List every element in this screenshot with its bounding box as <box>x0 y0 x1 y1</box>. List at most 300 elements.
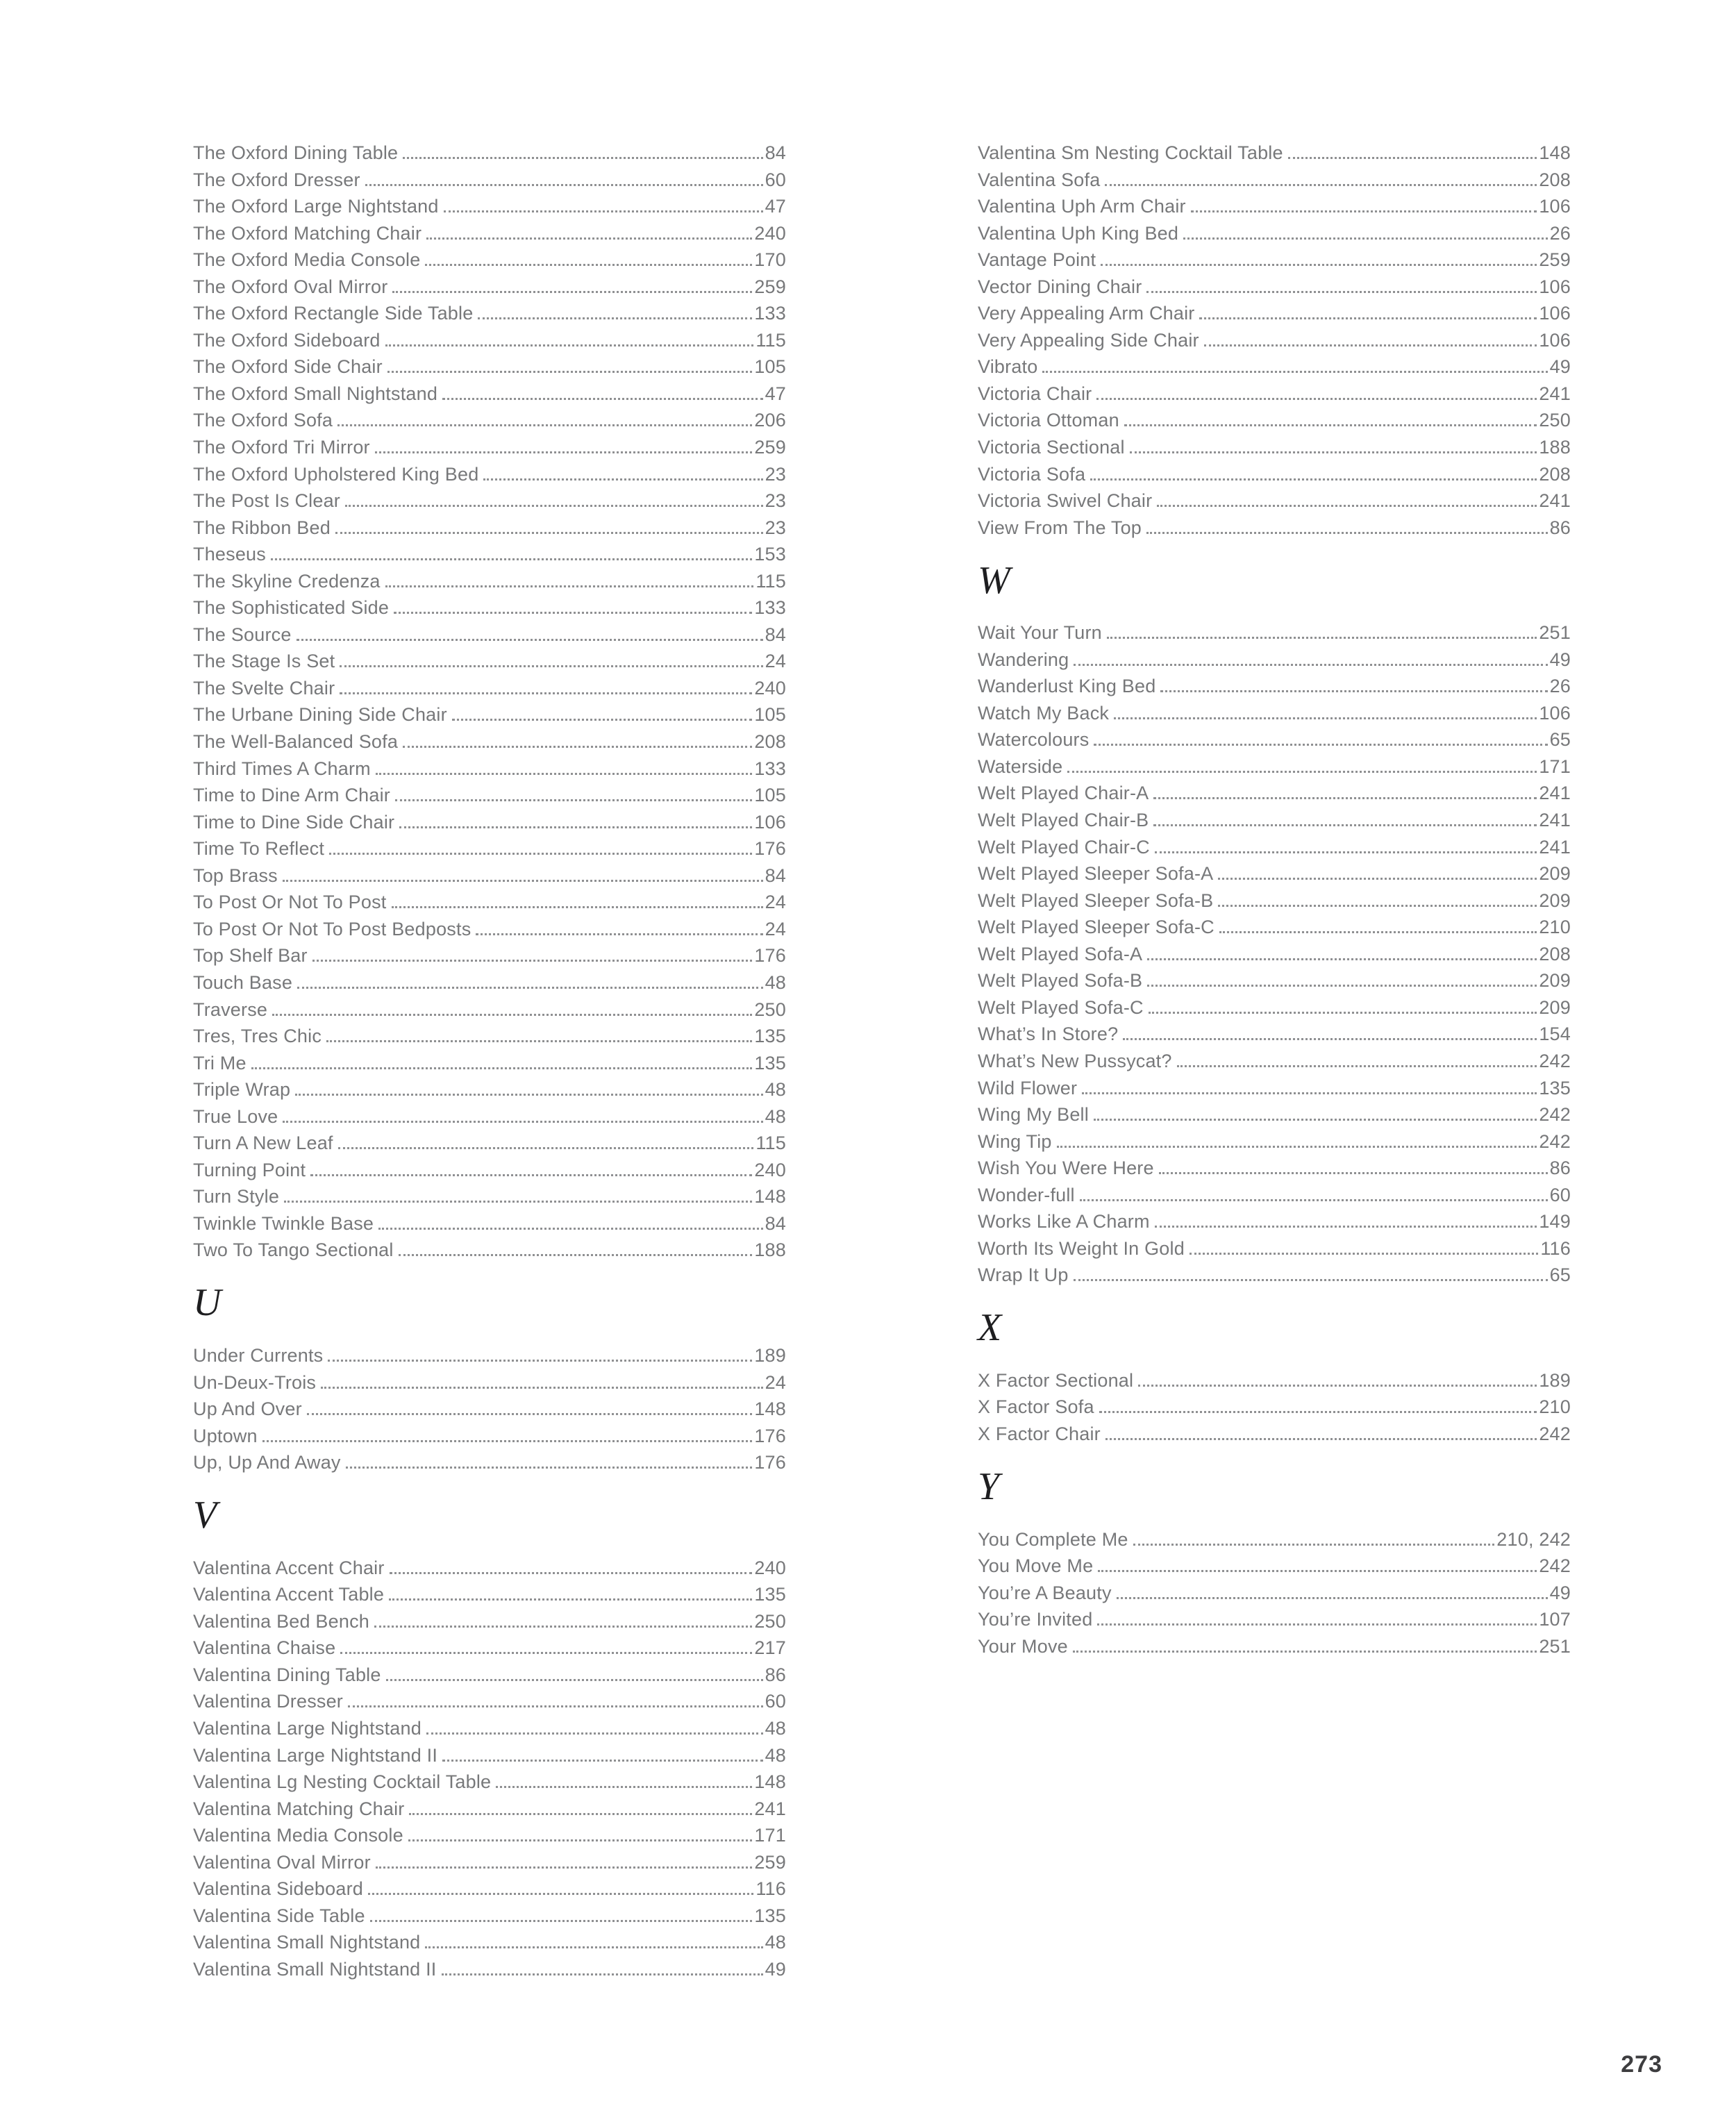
index-entry <box>978 1235 1571 1262</box>
dot-leader <box>1124 424 1537 426</box>
index-entry-page: 60 <box>1549 1184 1571 1205</box>
index-entry <box>978 461 1571 488</box>
index-entry <box>193 1369 786 1396</box>
index-entry-page: 208 <box>754 731 786 753</box>
index-entry-label: Valentina Oval Mirror <box>193 1851 371 1873</box>
index-entry-label: Turn A New Leaf <box>193 1133 333 1154</box>
index-entry-page: 209 <box>1539 863 1571 885</box>
index-entry-page: 250 <box>754 1610 786 1632</box>
section-letter-row <box>978 541 1571 619</box>
index-entry-page: 107 <box>1539 1609 1571 1630</box>
index-entry-page: 251 <box>1539 622 1571 644</box>
index-entry-page: 217 <box>754 1637 786 1659</box>
index-entry-label: View From The Top <box>978 517 1142 538</box>
dot-leader <box>483 478 762 481</box>
dot-leader <box>1130 451 1537 453</box>
dot-leader <box>1114 717 1537 719</box>
index-entry-label: Vantage Point <box>978 249 1096 271</box>
dot-leader <box>392 906 763 908</box>
index-entry <box>193 1396 786 1423</box>
index-entry-label: The Oxford Large Nightstand <box>193 196 439 217</box>
dot-leader <box>1204 344 1537 346</box>
dot-leader <box>442 1973 763 1975</box>
dot-leader <box>1074 1279 1548 1281</box>
index-entry-page: 116 <box>1540 1237 1571 1259</box>
index-entry <box>978 247 1571 274</box>
dot-leader <box>1183 237 1547 240</box>
index-entry <box>978 434 1571 461</box>
index-entry <box>193 916 786 943</box>
index-entry-page: 250 <box>1539 410 1571 431</box>
index-entry <box>978 646 1571 674</box>
dot-leader <box>368 1893 753 1895</box>
dot-leader <box>340 692 752 694</box>
index-entry <box>978 1262 1571 1289</box>
dot-leader <box>370 1920 753 1922</box>
dot-leader <box>1147 958 1537 960</box>
index-entry-label: Triple Wrap <box>193 1079 291 1101</box>
index-entry-label: Your Move <box>978 1635 1068 1657</box>
index-entry-label: Welt Played Sleeper Sofa-C <box>978 917 1215 938</box>
index-entry <box>978 167 1571 194</box>
index-entry-page: 48 <box>765 1717 786 1739</box>
dot-leader <box>385 344 754 346</box>
dot-leader <box>1090 478 1537 481</box>
index-entry-label: Tri Me <box>193 1052 247 1073</box>
index-entry-page: 148 <box>1539 142 1571 163</box>
section-letter-row <box>193 1476 786 1555</box>
index-entry-label: Victoria Sofa <box>978 463 1086 485</box>
index-entry-page: 242 <box>1539 1050 1571 1071</box>
index-entry <box>978 353 1571 381</box>
dot-leader <box>390 1572 753 1574</box>
index-entry-page: 49 <box>765 1958 786 1980</box>
index-entry-page: 65 <box>1549 1264 1571 1286</box>
section-letter: Y <box>978 1465 1000 1509</box>
index-entry-label: You’re A Beauty <box>978 1582 1112 1603</box>
index-entry-label: Time to Dine Side Chair <box>193 811 395 833</box>
dot-leader <box>1177 1065 1537 1067</box>
index-entry-label: The Oxford Dining Table <box>193 142 399 163</box>
dot-leader <box>442 1760 763 1762</box>
index-entry <box>193 434 786 461</box>
index-entry-label: Waterside <box>978 755 1063 777</box>
index-entry-label: The Urbane Dining Side Chair <box>193 704 447 726</box>
index-entry <box>978 193 1571 220</box>
index-entry <box>978 407 1571 434</box>
index-entry <box>193 675 786 702</box>
index-entry-label: The Oxford Dresser <box>193 169 360 190</box>
index-entry <box>978 1526 1571 1553</box>
index-entry <box>978 1421 1571 1448</box>
index-entry-page: 65 <box>1549 729 1571 751</box>
dot-leader <box>345 505 763 507</box>
dot-leader <box>321 1387 762 1389</box>
dot-leader <box>1160 690 1547 692</box>
dot-leader <box>329 853 752 855</box>
section-letter: X <box>978 1306 1002 1350</box>
dot-leader <box>335 532 763 534</box>
dot-leader <box>1159 1172 1548 1174</box>
index-entry-page: 48 <box>765 1932 786 1953</box>
index-entry-label: Worth Its Weight In Gold <box>978 1237 1185 1259</box>
index-entry-page: 49 <box>1549 1582 1571 1603</box>
index-entry-label: Traverse <box>193 999 268 1020</box>
dot-leader <box>346 1467 753 1469</box>
dot-leader <box>1157 505 1537 507</box>
dot-leader <box>387 371 753 373</box>
index-entry <box>193 515 786 542</box>
index-entry-page: 47 <box>765 196 786 217</box>
dot-leader <box>394 612 752 614</box>
index-entry-page: 133 <box>754 758 786 779</box>
index-entry-label: Valentina Dresser <box>193 1691 343 1712</box>
index-entry <box>978 327 1571 354</box>
index-entry-label: True Love <box>193 1105 278 1127</box>
index-entry-label: The Oxford Sofa <box>193 410 333 431</box>
index-entry-page: 133 <box>754 597 786 619</box>
index-entry-label: The Oxford Media Console <box>193 249 421 271</box>
index-entry <box>193 1423 786 1450</box>
index-entry <box>193 247 786 274</box>
index-entry-label: Vector Dining Chair <box>978 276 1142 297</box>
index-entry <box>193 1956 786 1983</box>
index-entry-page: 240 <box>754 1159 786 1180</box>
index-entry-label: Victoria Swivel Chair <box>978 490 1153 512</box>
index-entry-page: 24 <box>765 892 786 913</box>
index-entry-page: 153 <box>754 544 786 565</box>
dot-leader <box>283 880 763 882</box>
index-entry-label: Valentina Sofa <box>978 169 1101 190</box>
index-entry-label: Top Brass <box>193 864 278 886</box>
dot-leader <box>389 1598 752 1601</box>
index-entry <box>978 1580 1571 1607</box>
index-entry-label: Valentina Accent Table <box>193 1584 385 1605</box>
index-entry-page: 209 <box>1539 970 1571 992</box>
index-entry <box>193 1662 786 1689</box>
index-entry <box>978 700 1571 727</box>
index-entry <box>193 862 786 889</box>
index-entry-page: 210 <box>1539 1396 1571 1418</box>
index-entry-label: X Factor Sofa <box>978 1396 1094 1418</box>
index-entry <box>978 1367 1571 1394</box>
index-entry <box>193 1875 786 1903</box>
index-entry <box>978 753 1571 780</box>
index-entry-page: 154 <box>1539 1024 1571 1045</box>
index-entry-page: 259 <box>754 1851 786 1873</box>
index-entry <box>978 487 1571 515</box>
index-entry <box>193 1769 786 1796</box>
index-entry-label: You’re Invited <box>978 1609 1093 1630</box>
index-entry <box>193 381 786 408</box>
index-entry-page: 24 <box>765 1371 786 1393</box>
index-entry-label: The Post Is Clear <box>193 490 340 512</box>
index-entry <box>193 1929 786 1956</box>
index-entry-page: 105 <box>754 356 786 378</box>
dot-leader <box>408 1839 753 1841</box>
dot-leader <box>1099 1411 1537 1413</box>
index-entry <box>978 780 1571 807</box>
index-entry-label: The Skyline Credenza <box>193 570 381 592</box>
index-entry <box>193 701 786 728</box>
index-entry-label: The Oxford Small Nightstand <box>193 383 438 404</box>
index-entry-label: Welt Played Sleeper Sofa-B <box>978 889 1214 911</box>
dot-leader <box>340 1652 752 1654</box>
dot-leader <box>374 1626 752 1628</box>
index-entry-page: 206 <box>754 410 786 431</box>
index-entry <box>193 461 786 488</box>
dot-leader <box>337 424 752 426</box>
index-entry-page: 48 <box>765 1744 786 1766</box>
index-entry-page: 208 <box>1539 169 1571 190</box>
index-entry <box>193 1050 786 1077</box>
index-entry-label: Top Shelf Bar <box>193 945 308 967</box>
index-entry <box>978 673 1571 700</box>
index-entry <box>193 782 786 809</box>
index-entry-page: 259 <box>754 437 786 458</box>
index-entry-label: Welt Played Chair-B <box>978 810 1149 831</box>
index-entry-page: 240 <box>754 677 786 699</box>
section-letter: V <box>193 1494 217 1537</box>
index-entry <box>978 726 1571 753</box>
index-entry-label: Turning Point <box>193 1159 306 1180</box>
dot-leader <box>251 1067 753 1069</box>
dot-leader <box>452 719 753 721</box>
index-entry <box>978 274 1571 301</box>
index-entry-page: 209 <box>1539 996 1571 1018</box>
index-entry <box>193 353 786 381</box>
index-entry-page: 84 <box>765 142 786 163</box>
index-entry-label: Touch Base <box>193 971 293 993</box>
dot-leader <box>1219 931 1537 933</box>
index-entry-label: Third Times A Charm <box>193 758 371 779</box>
index-entry-page: 23 <box>765 463 786 485</box>
section-letter-row <box>978 1448 1571 1526</box>
dot-leader <box>403 157 762 159</box>
index-entry-page: 240 <box>754 222 786 244</box>
index-entry <box>193 1581 786 1608</box>
index-entry <box>193 1715 786 1742</box>
index-entry <box>193 568 786 595</box>
dot-leader <box>409 1813 752 1815</box>
index-entry-label: Welt Played Sofa-A <box>978 943 1143 964</box>
dot-leader <box>1147 985 1537 987</box>
dot-leader <box>1074 664 1547 666</box>
index-entry <box>193 1183 786 1210</box>
index-entry-page: 241 <box>754 1798 786 1819</box>
index-entry-label: Wanderlust King Bed <box>978 676 1156 697</box>
index-entry-page: 105 <box>754 704 786 726</box>
dot-leader <box>425 264 752 266</box>
index-entry <box>193 809 786 836</box>
index-entry-page: 116 <box>756 1878 786 1900</box>
index-entry-page: 60 <box>765 169 786 190</box>
index-entry-label: Valentina Sm Nesting Cocktail Table <box>978 142 1283 163</box>
index-entry-page: 148 <box>754 1398 786 1420</box>
index-entry-label: What’s New Pussycat? <box>978 1050 1172 1071</box>
index-entry-page: 149 <box>1539 1211 1571 1233</box>
index-entry-label: To Post Or Not To Post Bedposts <box>193 918 471 939</box>
index-entry-page: 135 <box>754 1905 786 1926</box>
dot-leader <box>386 1679 763 1681</box>
index-entry <box>978 515 1571 542</box>
index-entry-label: Wait Your Turn <box>978 622 1102 644</box>
index-entry-label: The Source <box>193 624 292 645</box>
index-entry-label: Welt Played Sofa-C <box>978 996 1144 1018</box>
index-entry <box>193 1449 786 1476</box>
index-entry <box>978 887 1571 914</box>
index-entry-label: Valentina Sideboard <box>193 1878 363 1900</box>
index-entry <box>193 1157 786 1184</box>
index-entry-page: 49 <box>1549 649 1571 670</box>
index-entry <box>193 1688 786 1715</box>
index-entry-page: 176 <box>754 1452 786 1473</box>
dot-leader <box>1138 1385 1537 1387</box>
index-entry-label: Turn Style <box>193 1186 280 1208</box>
dot-leader <box>307 1413 753 1415</box>
index-entry-label: X Factor Chair <box>978 1423 1101 1444</box>
dot-leader <box>1146 291 1537 293</box>
dot-leader <box>1146 532 1548 534</box>
index-entry <box>978 914 1571 941</box>
dot-leader <box>262 1440 753 1442</box>
index-entry-page: 242 <box>1539 1423 1571 1444</box>
index-entry-label: Up And Over <box>193 1398 302 1420</box>
index-entry-label: Wild Flower <box>978 1077 1078 1098</box>
dot-leader <box>1067 771 1537 773</box>
dot-leader <box>1190 1253 1538 1255</box>
index-entry-label: The Oxford Side Chair <box>193 356 383 378</box>
dot-leader <box>476 933 762 935</box>
index-entry <box>193 648 786 675</box>
index-entry-page: 106 <box>1539 329 1571 351</box>
dot-leader <box>426 1732 763 1735</box>
index-entry-page: 208 <box>1539 943 1571 964</box>
index-entry-label: Valentina Accent Chair <box>193 1557 385 1578</box>
index-column-right <box>978 140 1571 1660</box>
index-entry-label: Victoria Sectional <box>978 437 1125 458</box>
dot-leader <box>1191 210 1537 212</box>
index-entry <box>193 1849 786 1876</box>
index-entry-page: 86 <box>765 1664 786 1685</box>
index-entry-page: 188 <box>754 1239 786 1261</box>
index-entry <box>978 994 1571 1021</box>
index-entry <box>193 1742 786 1769</box>
index-entry-page: 24 <box>765 651 786 672</box>
index-entry <box>193 755 786 783</box>
index-entry <box>193 274 786 301</box>
dot-leader <box>1094 744 1547 746</box>
dot-leader <box>297 639 763 641</box>
dot-leader <box>1155 1226 1537 1228</box>
dot-leader <box>376 1866 753 1869</box>
index-entry <box>978 834 1571 861</box>
index-entry <box>193 220 786 247</box>
index-entry-page: 106 <box>1539 702 1571 724</box>
index-entry <box>193 889 786 916</box>
index-entry-page: 26 <box>1549 222 1571 244</box>
dot-leader <box>1105 1438 1537 1440</box>
index-entry-page: 86 <box>1549 517 1571 538</box>
index-entry-label: Valentina Large Nightstand <box>193 1717 422 1739</box>
index-entry-page: 242 <box>1539 1555 1571 1577</box>
index-entry-label: The Oxford Tri Mirror <box>193 437 370 458</box>
dot-leader <box>338 1147 754 1149</box>
index-entry-page: 24 <box>765 918 786 939</box>
dot-leader <box>1101 264 1537 266</box>
index-entry-label: Wing My Bell <box>978 1104 1089 1126</box>
index-entry-page: 259 <box>754 276 786 297</box>
index-entry-label: Watch My Back <box>978 702 1110 724</box>
dot-leader <box>376 773 752 775</box>
index-entry-label: Time to Dine Arm Chair <box>193 785 390 806</box>
index-entry-page: 241 <box>1539 783 1571 804</box>
index-entry <box>193 1608 786 1635</box>
index-entry-label: Twinkle Twinkle Base <box>193 1212 374 1234</box>
dot-leader <box>1153 824 1537 826</box>
dot-leader <box>425 1946 762 1948</box>
index-entry-label: X Factor Sectional <box>978 1369 1134 1391</box>
dot-leader <box>1107 637 1537 639</box>
index-entry-label: Wandering <box>978 649 1069 670</box>
index-entry-label: The Oxford Matching Chair <box>193 222 422 244</box>
index-entry-page: 251 <box>1539 1635 1571 1657</box>
index-entry-label: Wrap It Up <box>978 1264 1069 1286</box>
dot-leader <box>385 585 754 587</box>
index-entry-label: The Oxford Sideboard <box>193 329 381 351</box>
index-entry-label: Wing Tip <box>978 1130 1052 1152</box>
dot-leader <box>1155 851 1537 853</box>
index-entry <box>193 487 786 515</box>
index-entry-label: Valentina Bed Bench <box>193 1610 369 1632</box>
index-entry-page: 210 <box>1539 917 1571 938</box>
index-entry <box>978 967 1571 994</box>
index-entry <box>978 1128 1571 1155</box>
index-entry-page: 48 <box>765 971 786 993</box>
index-entry-label: What’s In Store? <box>978 1024 1119 1045</box>
index-entry-page: 86 <box>1549 1158 1571 1179</box>
dot-leader <box>1073 1651 1537 1653</box>
dot-leader <box>496 1786 752 1788</box>
index-entry <box>978 1101 1571 1128</box>
index-entry-page: 49 <box>1549 356 1571 378</box>
index-entry-page: 209 <box>1539 889 1571 911</box>
index-entry <box>193 541 786 568</box>
index-entry-page: 106 <box>1539 303 1571 324</box>
index-entry-label: Wish You Were Here <box>978 1158 1154 1179</box>
index-entry-page: 189 <box>1539 1369 1571 1391</box>
index-entry-label: Wonder-full <box>978 1184 1075 1205</box>
index-entry-page: 60 <box>765 1691 786 1712</box>
index-entry-label: The Svelte Chair <box>193 677 335 699</box>
index-entry-page: 176 <box>754 1425 786 1446</box>
index-entry-label: Valentina Matching Chair <box>193 1798 405 1819</box>
index-entry <box>193 942 786 969</box>
index-entry-page: 171 <box>754 1825 786 1846</box>
index-column-left <box>193 140 786 1982</box>
dot-leader <box>271 558 752 560</box>
dot-leader <box>1218 878 1537 880</box>
index-entry-label: Very Appealing Side Chair <box>978 329 1199 351</box>
index-entry-label: The Oxford Rectangle Side Table <box>193 303 474 324</box>
dot-leader <box>1288 157 1537 159</box>
index-entry-page: 26 <box>1549 676 1571 697</box>
index-entry-page: 135 <box>1539 1077 1571 1098</box>
dot-leader <box>365 184 763 186</box>
index-entry-label: Watercolours <box>978 729 1090 751</box>
index-entry <box>978 1182 1571 1209</box>
dot-leader <box>395 799 752 801</box>
